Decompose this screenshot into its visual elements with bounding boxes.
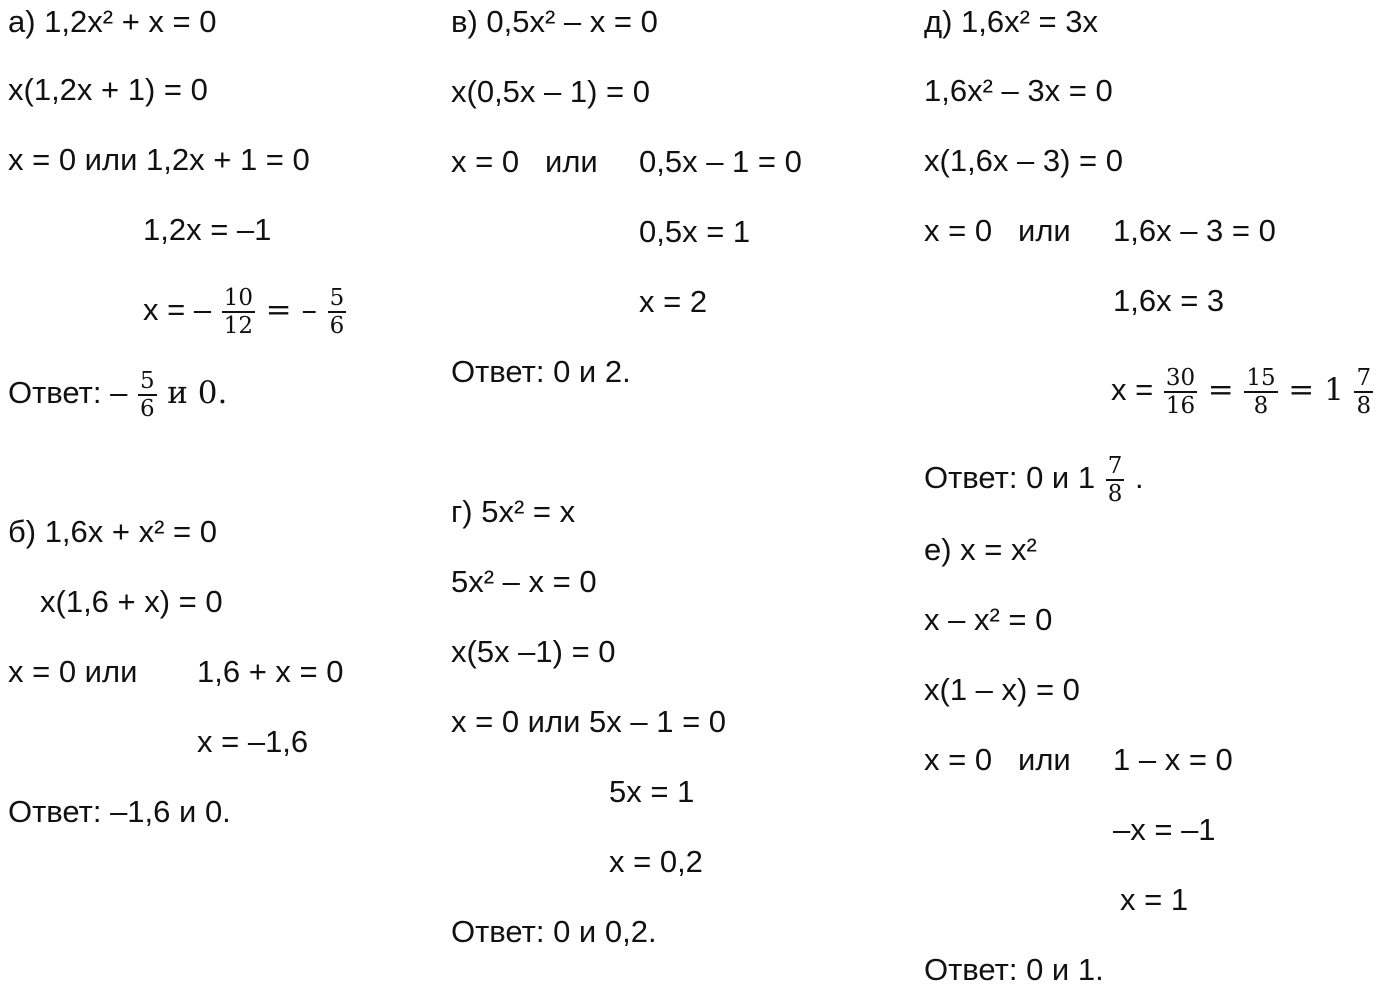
problem-v-line-5: x = 2 bbox=[639, 284, 708, 319]
problem-e-line-5: –x = –1 bbox=[1113, 812, 1216, 847]
problem-d-answer: Ответ: 0 и 1 $\frac{7}{8}$ . bbox=[924, 453, 1144, 507]
answer-fraction-5-6: $\frac{5}{6}$ bbox=[139, 368, 155, 422]
problem-b-line-3a: x = 0 или bbox=[8, 654, 138, 689]
problem-b-line-3b: 1,6 + x = 0 bbox=[197, 654, 344, 689]
problem-v-line-4: 0,5x = 1 bbox=[639, 214, 751, 249]
problem-a-line-1: а) 1,2x² + x = 0 bbox=[8, 4, 217, 39]
problem-d-line-4b: или bbox=[1018, 213, 1071, 248]
problem-b-answer: Ответ: –1,6 и 0. bbox=[8, 794, 231, 829]
problem-g-answer: Ответ: 0 и 0,2. bbox=[451, 914, 657, 949]
problem-e-line-6: x = 1 bbox=[1120, 882, 1189, 917]
problem-a-answer: Ответ: – $\frac{5}{6}$ и 0. bbox=[8, 368, 228, 422]
problem-d-line-1: д) 1,6x² = 3x bbox=[924, 4, 1099, 39]
problem-a-line-4: 1,2x = –1 bbox=[143, 212, 272, 247]
problem-g-line-3: x(5x –1) = 0 bbox=[451, 634, 616, 669]
problem-e-line-4b: или bbox=[1018, 742, 1071, 777]
problem-b-line-4: x = –1,6 bbox=[197, 724, 309, 759]
problem-d-line-2: 1,6x² – 3x = 0 bbox=[924, 73, 1113, 108]
problem-g-line-2: 5x² – x = 0 bbox=[451, 564, 597, 599]
fraction-10-12: $\frac{10}{12}$ bbox=[223, 285, 253, 339]
answer-fraction-7-8: $\frac{7}{8}$ bbox=[1107, 453, 1123, 507]
problem-d-line-6: x = $\frac{30}{16}$ = $\frac{15}{8}$ = 1 $\frac{7}{8}$ bbox=[1111, 365, 1372, 419]
problem-g-line-1: г) 5x² = x bbox=[451, 494, 576, 529]
problem-b-line-1: б) 1,6x + x² = 0 bbox=[8, 514, 218, 549]
fraction-30-16: $\frac{30}{16}$ bbox=[1165, 365, 1196, 419]
problem-e-answer: Ответ: 0 и 1. bbox=[924, 952, 1104, 987]
fraction-15-8: $\frac{15}{8}$ bbox=[1246, 365, 1276, 419]
problem-v-line-3b: или bbox=[545, 144, 598, 179]
problem-v-answer: Ответ: 0 и 2. bbox=[451, 354, 631, 389]
problem-e-line-4c: 1 – x = 0 bbox=[1113, 742, 1233, 777]
problem-a-line-2: x(1,2x + 1) = 0 bbox=[8, 72, 208, 107]
problem-d-line-5: 1,6x = 3 bbox=[1113, 283, 1225, 318]
problem-e-line-2: x – x² = 0 bbox=[924, 602, 1053, 637]
problem-v-line-2: x(0,5x – 1) = 0 bbox=[451, 74, 651, 109]
problem-a-line-5-mid: = – bbox=[265, 292, 317, 329]
problem-g-line-6: x = 0,2 bbox=[609, 844, 703, 879]
fraction-5-6: $\frac{5}{6}$ bbox=[329, 285, 345, 339]
problem-g-line-5: 5x = 1 bbox=[609, 774, 695, 809]
problem-v-line-1: в) 0,5x² – x = 0 bbox=[451, 4, 658, 39]
problem-a-line-5 bbox=[143, 285, 348, 339]
problem-e-line-3: x(1 – x) = 0 bbox=[924, 672, 1080, 707]
problem-v-line-3c: 0,5x – 1 = 0 bbox=[639, 144, 802, 179]
problem-e-line-4a: x = 0 bbox=[924, 742, 993, 777]
problem-b-line-2: x(1,6 + x) = 0 bbox=[40, 584, 223, 619]
problem-d-line-4a: x = 0 bbox=[924, 213, 993, 248]
problem-a-line-3: x = 0 или 1,2x + 1 = 0 bbox=[8, 142, 310, 177]
problem-d-line-3: x(1,6x – 3) = 0 bbox=[924, 143, 1124, 178]
problem-a-line-5-pre: x = – bbox=[143, 292, 212, 328]
fraction-7-8: $\frac{7}{8}$ bbox=[1356, 365, 1372, 419]
problem-e-line-1: е) x = x² bbox=[924, 532, 1037, 567]
problem-g-line-4: x = 0 или 5x – 1 = 0 bbox=[451, 704, 727, 739]
problem-d-line-4c: 1,6x – 3 = 0 bbox=[1113, 213, 1276, 248]
problem-v-line-3a: x = 0 bbox=[451, 144, 520, 179]
